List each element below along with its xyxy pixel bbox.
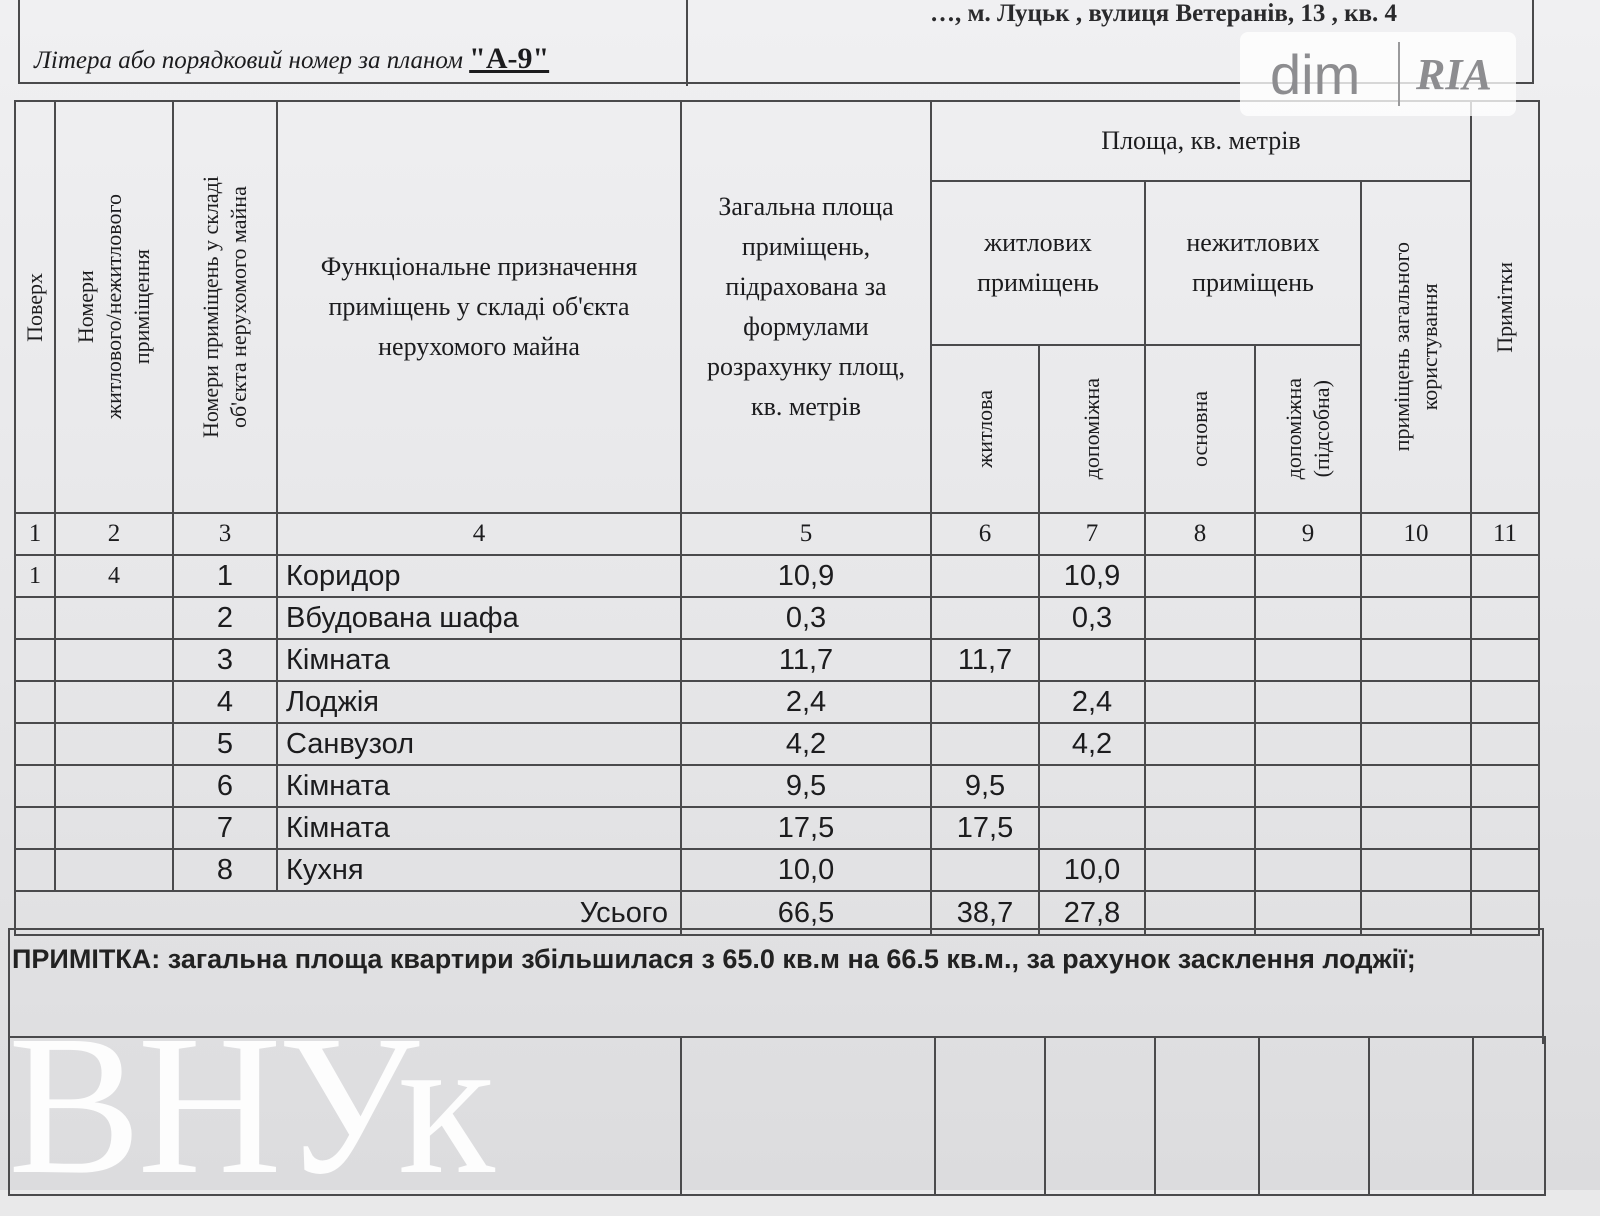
row-living-area: 11,7 — [931, 639, 1039, 681]
row-total-area: 17,5 — [681, 807, 931, 849]
row-living-area — [931, 723, 1039, 765]
row-empty — [1471, 597, 1539, 639]
table-row — [15, 681, 1539, 723]
row-living-area — [931, 555, 1039, 597]
column-number: 3 — [173, 513, 277, 555]
row-total-area: 4,2 — [681, 723, 931, 765]
row-empty — [1361, 765, 1471, 807]
row-empty — [1471, 723, 1539, 765]
row-empty — [1471, 849, 1539, 891]
row-room-number: 6 — [173, 765, 277, 807]
header-living-aux: допоміжна — [1039, 345, 1145, 513]
row-empty — [1471, 639, 1539, 681]
header-nonliving-main: основна — [1145, 345, 1255, 513]
table-row — [15, 555, 1539, 597]
row-empty — [1471, 681, 1539, 723]
dim-ria-watermark — [1240, 32, 1516, 116]
row-total-area: 0,3 — [681, 597, 931, 639]
row-room-number: 5 — [173, 723, 277, 765]
column-number: 1 — [15, 513, 55, 555]
row-room-number: 2 — [173, 597, 277, 639]
header-nonliving-aux: допоміжна (підсобна) — [1255, 345, 1361, 513]
table-row — [15, 723, 1539, 765]
row-empty — [1471, 807, 1539, 849]
vnuk-watermark: ВНУк — [8, 995, 492, 1216]
row-total-area: 10,9 — [681, 555, 931, 597]
row-empty — [1255, 807, 1361, 849]
column-number: 5 — [681, 513, 931, 555]
row-aux-area: 2,4 — [1039, 681, 1145, 723]
row-room-number: 3 — [173, 639, 277, 681]
total-aux-value: 27,8 — [1039, 891, 1145, 935]
row-living-area — [931, 681, 1039, 723]
row-living-area: 17,5 — [931, 807, 1039, 849]
table-row — [15, 597, 1539, 639]
row-empty — [1255, 555, 1361, 597]
premises-table — [14, 100, 1540, 936]
column-number: 9 — [1255, 513, 1361, 555]
header-room-number: Номери приміщень у складі об'єкта нерухомого майна — [173, 101, 277, 513]
row-room-number: 4 — [173, 681, 277, 723]
row-premise-number — [55, 807, 173, 849]
row-premise-number — [55, 765, 173, 807]
row-empty — [1361, 681, 1471, 723]
row-aux-area: 10,0 — [1039, 849, 1145, 891]
row-floor: 1 — [15, 555, 55, 597]
header-living-main: житлова — [931, 345, 1039, 513]
row-premise-number — [55, 597, 173, 639]
row-empty — [1145, 807, 1255, 849]
row-living-area — [931, 597, 1039, 639]
address-text: …, м. Луцьк , вулиця Ветеранів, 13 , кв. 4 — [930, 0, 1398, 27]
row-floor — [15, 723, 55, 765]
plan-literal-line — [34, 42, 549, 76]
row-empty — [1361, 597, 1471, 639]
dim-logo-text: dim — [1270, 42, 1361, 106]
row-empty — [1361, 723, 1471, 765]
column-number: 7 — [1039, 513, 1145, 555]
column-number: 6 — [931, 513, 1039, 555]
row-empty — [1145, 681, 1255, 723]
row-empty — [1255, 765, 1361, 807]
row-aux-area — [1039, 639, 1145, 681]
header-floor: Поверх — [15, 101, 55, 513]
row-empty — [1255, 639, 1361, 681]
header-premise-number: Номери житлового/нежитлового приміщення — [55, 101, 173, 513]
row-function: Санвузол — [277, 723, 681, 765]
column-number: 11 — [1471, 513, 1539, 555]
row-empty — [1471, 555, 1539, 597]
note-text: ПРИМІТКА: загальна площа квартири збільшилася з 65.0 кв.м на 66.5 кв.м., за рахунок засклення лоджії; — [12, 944, 1416, 974]
total-label: Усього — [15, 891, 681, 935]
total-area-value: 66,5 — [681, 891, 931, 935]
plan-literal-label: Літера або порядковий номер за планом — [34, 47, 463, 74]
row-empty — [1471, 765, 1539, 807]
header-notes: Примітки — [1471, 101, 1539, 513]
header-area-group: Площа, кв. метрів — [931, 101, 1471, 181]
row-empty — [1361, 807, 1471, 849]
row-function: Лоджія — [277, 681, 681, 723]
header-nonliving: нежитлових приміщень — [1145, 181, 1361, 345]
row-empty — [1145, 849, 1255, 891]
row-floor — [15, 639, 55, 681]
column-number-row — [15, 513, 1539, 555]
header-divider — [686, 0, 688, 86]
row-premise-number — [55, 639, 173, 681]
table-row — [15, 807, 1539, 849]
row-floor — [15, 597, 55, 639]
column-number: 4 — [277, 513, 681, 555]
row-empty — [1255, 849, 1361, 891]
row-aux-area: 10,9 — [1039, 555, 1145, 597]
row-empty — [1145, 597, 1255, 639]
row-empty — [1255, 681, 1361, 723]
row-empty — [1255, 597, 1361, 639]
column-number: 10 — [1361, 513, 1471, 555]
table-body — [15, 555, 1539, 891]
row-function: Вбудована шафа — [277, 597, 681, 639]
table-row — [15, 639, 1539, 681]
table-row — [15, 765, 1539, 807]
row-empty — [1361, 639, 1471, 681]
row-empty — [1145, 639, 1255, 681]
row-premise-number — [55, 723, 173, 765]
header-living: житлових приміщень — [931, 181, 1145, 345]
row-aux-area — [1039, 807, 1145, 849]
row-room-number: 8 — [173, 849, 277, 891]
ria-logo-text: RIA — [1416, 49, 1492, 99]
row-total-area: 9,5 — [681, 765, 931, 807]
table-row — [15, 849, 1539, 891]
row-total-area: 2,4 — [681, 681, 931, 723]
column-number: 8 — [1145, 513, 1255, 555]
row-premise-number: 4 — [55, 555, 173, 597]
header-total-area: Загальна площа приміщень, підрахована за формулами розрахунку площ, кв. метрів — [681, 101, 931, 513]
row-floor — [15, 765, 55, 807]
row-total-area: 10,0 — [681, 849, 931, 891]
row-total-area: 11,7 — [681, 639, 931, 681]
row-function: Коридор — [277, 555, 681, 597]
row-empty — [1361, 555, 1471, 597]
row-aux-area — [1039, 765, 1145, 807]
header-common-use: приміщень загального користування — [1361, 181, 1471, 513]
row-empty — [1255, 723, 1361, 765]
row-aux-area: 4,2 — [1039, 723, 1145, 765]
row-empty — [1361, 849, 1471, 891]
row-empty — [1145, 555, 1255, 597]
row-function: Кімната — [277, 639, 681, 681]
row-floor — [15, 807, 55, 849]
row-function: Кімната — [277, 765, 681, 807]
header-function: Функціональне призначення приміщень у складі об'єкта нерухомого майна — [277, 101, 681, 513]
column-number: 2 — [55, 513, 173, 555]
plan-code: "А-9" — [469, 42, 550, 75]
row-function: Кухня — [277, 849, 681, 891]
row-floor — [15, 681, 55, 723]
row-room-number: 1 — [173, 555, 277, 597]
row-empty — [1145, 723, 1255, 765]
row-living-area: 9,5 — [931, 765, 1039, 807]
row-living-area — [931, 849, 1039, 891]
row-premise-number — [55, 849, 173, 891]
row-room-number: 7 — [173, 807, 277, 849]
row-empty — [1145, 765, 1255, 807]
row-aux-area: 0,3 — [1039, 597, 1145, 639]
row-function: Кімната — [277, 807, 681, 849]
row-premise-number — [55, 681, 173, 723]
total-living-value: 38,7 — [931, 891, 1039, 935]
row-floor — [15, 849, 55, 891]
